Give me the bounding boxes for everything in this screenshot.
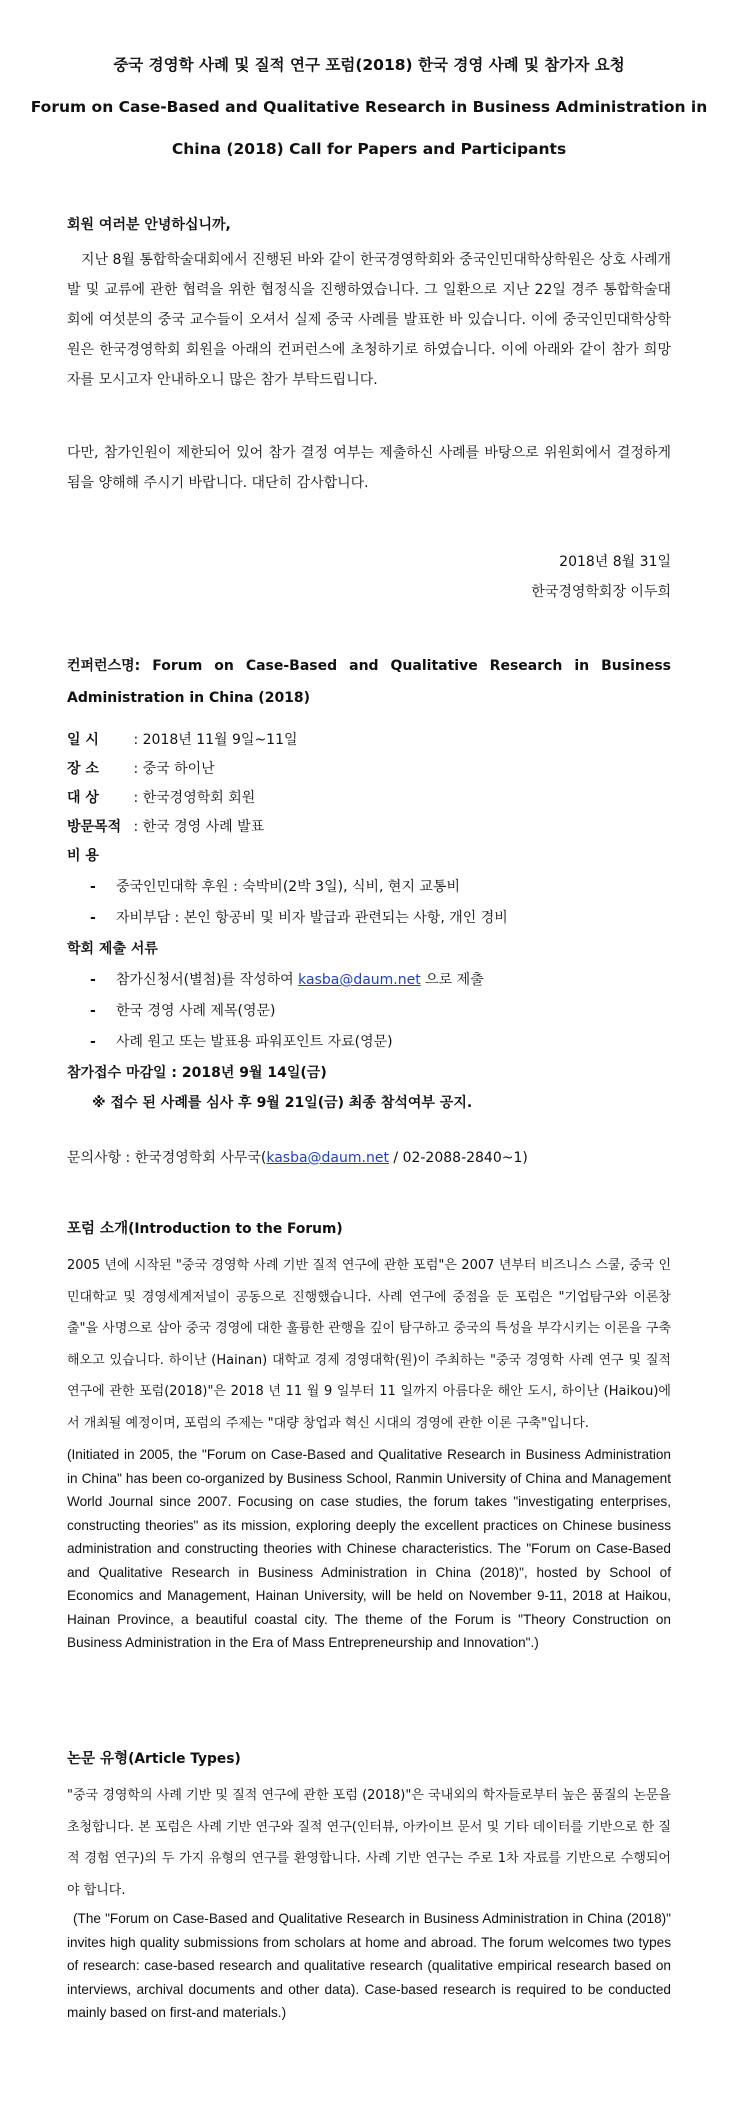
heading-korean: 논문 유형 [67, 1751, 129, 1767]
documents-label: 학회 제출 서류 [67, 941, 158, 957]
contact-phone: / 02-2088-2840~1) [388, 1150, 528, 1166]
intro-paragraph-2: 다만, 참가인원이 제한되어 있어 참가 결정 여부는 제출하신 사례를 바탕으로 위원회에서 결정하게 됨을 양해해 주시기 바랍니다. 대단히 감사합니다. [67, 445, 671, 491]
heading-english: (Article Types) [128, 1751, 241, 1767]
detail-place: 장 소 : 중국 하이난 [67, 756, 215, 782]
cost-label: 비 용 [67, 848, 99, 864]
contact-label: 문의사항 : 한국경영학회 사무국( [67, 1150, 267, 1166]
conference-name [67, 650, 671, 714]
document-title [20, 44, 718, 170]
cost-item-text: 중국인민대학 후원 : 숙박비(2박 3일), 식비, 현지 교통비 [116, 879, 460, 895]
bullet-dash: - [90, 1034, 96, 1050]
intro-paragraph-1: 지난 8월 통합학술대회에서 진행된 바와 같이 한국경영학회와 중국인민대학상학원은 상호 사례개발 및 교류에 관한 협력을 위한 협정식을 진행하였습니다. 그 일환으로 지난 22일 경주 통합학술대회에 여섯분의 중국 교수들이 오셔서 실제 중국 사례를 발표한 바 있습니다. 이에 중국인민대학상학원은 한국경영학회 회원을 아래의 컨퍼런스에 초청하기로 하였습니다. 이에 아래와 같이 참가 희망자를 모시고자 안내하오니 많은 참가 부탁드립니다. [67, 252, 671, 388]
detail-value: 한국경영학회 회원 [142, 790, 256, 806]
forum-intro-english: (Initiated in 2005, the "Forum on Case-Based and Qualitative Research in Business Administration in China" has been co-organized by Business School, Ranmin University of China and Management World Journal since 2007. Focusing on case studies, the forum takes "investigating enterprises, constructing theories" as its mission, exploring deeply the excellent practices on Chinese business administration and constructing theories with Chinese characteristics. The "Forum on Case-Based and Qualitative Research in Business Administration in China (2018)", hosted by School of Economics and Management, Hainan University, will be held on November 9-11, 2018 at Haikou, Hainan Province, a beautiful coastal city. The theme of the Forum is "Theory Construction on Business Administration in the Era of Mass Entrepreneurship and Innovation".) [67, 1447, 671, 1650]
email-link[interactable]: kasba@daum.net [298, 972, 421, 988]
cost-item-1 [90, 874, 460, 900]
bullet-dash: - [90, 972, 96, 988]
deadline-note: ※ 접수 된 사례를 심사 후 9월 21일(금) 최종 참석여부 공지. [92, 1095, 473, 1111]
detail-value: 한국 경영 사례 발표 [142, 819, 265, 835]
deadline: 참가접수 마감일 : 2018년 9월 14일(금) [67, 1065, 327, 1081]
contact-info [67, 1145, 528, 1171]
detail-value: 중국 하이난 [142, 761, 215, 777]
conference-label: 컨퍼런스명: [67, 658, 141, 674]
article-types-korean: "중국 경영학의 사례 기반 및 질적 연구에 관한 포럼 (2018)"은 국내외의 학자들로부터 높은 품질의 논문을 초청합니다. 본 포럼은 사례 기반 연구와 질적 연구(인터뷰, 아카이브 문서 및 기타 데이터를 기반으로 한 질적 경험 연구)의 두 가지 유형의 연구를 환영합니다. 사례 기반 연구는 주로 1차 자료를 기반으로 수행되어야 합니다. [67, 1788, 671, 1898]
bullet-dash: - [90, 910, 96, 926]
detail-label: 대 상 [67, 790, 99, 806]
heading-english: (Introduction to the Forum) [128, 1221, 343, 1237]
detail-label: 일 시 [67, 732, 99, 748]
letter-date: 2018년 8월 31일 [559, 554, 671, 570]
documents-item-text: 한국 경영 사례 제목(영문) [116, 1003, 276, 1019]
title-korean: 중국 경영학 사례 및 질적 연구 포럼(2018) 한국 경영 사례 및 참가자 요청 [113, 56, 625, 74]
documents-item-3 [90, 1029, 393, 1055]
bullet-dash: - [90, 879, 96, 895]
contact-email-link[interactable]: kasba@daum.net [266, 1150, 389, 1166]
detail-schedule: 일 시 : 2018년 11월 9일~11일 [67, 727, 298, 753]
detail-value: 2018년 11월 9일~11일 [142, 732, 298, 748]
detail-label: 방문목적 [67, 819, 122, 835]
cost-item-2 [90, 905, 508, 931]
greeting: 회원 여러분 안녕하십니까, [67, 217, 231, 233]
bullet-dash: - [90, 1003, 96, 1019]
detail-label: 장 소 [67, 761, 99, 777]
documents-item-1 [90, 967, 484, 993]
article-types-english: (The "Forum on Case-Based and Qualitative Research in Business Administration in China (2018)" invites high quality submissions from scholars at home and abroad. The forum welcomes two types of research: case-based research and qualitative research (qualitative empirical research based on interviews, archival documents and other data). Case-based research is required to be conducted mainly based on first-and materials.) [67, 1911, 671, 2020]
detail-purpose: 방문목적 : 한국 경영 사례 발표 [67, 814, 264, 840]
article-types-heading [67, 1745, 671, 1773]
cost-item-text: 자비부담 : 본인 항공비 및 비자 발급과 관련되는 사항, 개인 경비 [116, 910, 508, 926]
documents-item-2 [90, 998, 276, 1024]
title-english-line-1: Forum on Case-Based and Qualitative Research in Business Administration in [30, 98, 708, 116]
conference-title: Forum on Case-Based and Qualitative Research in Business Administration in China (2018) [67, 658, 672, 706]
forum-intro-korean: 2005 년에 시작된 "중국 경영학 사례 기반 질적 연구에 관한 포럼"은 2007 년부터 비즈니스 스쿨, 중국 인민대학교 및 경영세계저널이 공동으로 진행했습니다. 사례 연구에 중점을 둔 포럼은 "기업탐구와 이론창출"을 사명으로 삼아 중국 경영에 대한 훌륭한 관행을 깊이 탐구하고 중국의 특성을 부각시키는 이론을 구축해오고 있습니다. 하이난 (Hainan) 대학교 경제 경영대학(원)이 주최하는 "중국 경영학 사례 연구 및 질적 연구에 관한 포럼(2018)"은 2018 년 11 월 9 일부터 11 일까지 아름다운 해안 도시, 하이난 (Haikou)에서 개최될 예정이며, 포럼의 주제는 "대량 창업과 혁신 시대의 경영에 관한 이론 구축"입니다. [67, 1258, 671, 1431]
documents-item-text: 사례 원고 또는 발표용 파워포인트 자료(영문) [116, 1034, 393, 1050]
documents-item-suffix: 으로 제출 [420, 972, 484, 988]
heading-korean: 포럼 소개 [67, 1221, 129, 1237]
documents-item-text: 참가신청서(별첨)를 작성하여 [116, 972, 299, 988]
detail-target: 대 상 : 한국경영학회 회원 [67, 785, 255, 811]
title-english-line-2: China (2018) Call for Papers and Participants [171, 140, 567, 158]
letter-signature: 한국경영학회장 이두희 [531, 584, 671, 600]
forum-intro-heading [67, 1215, 671, 1243]
